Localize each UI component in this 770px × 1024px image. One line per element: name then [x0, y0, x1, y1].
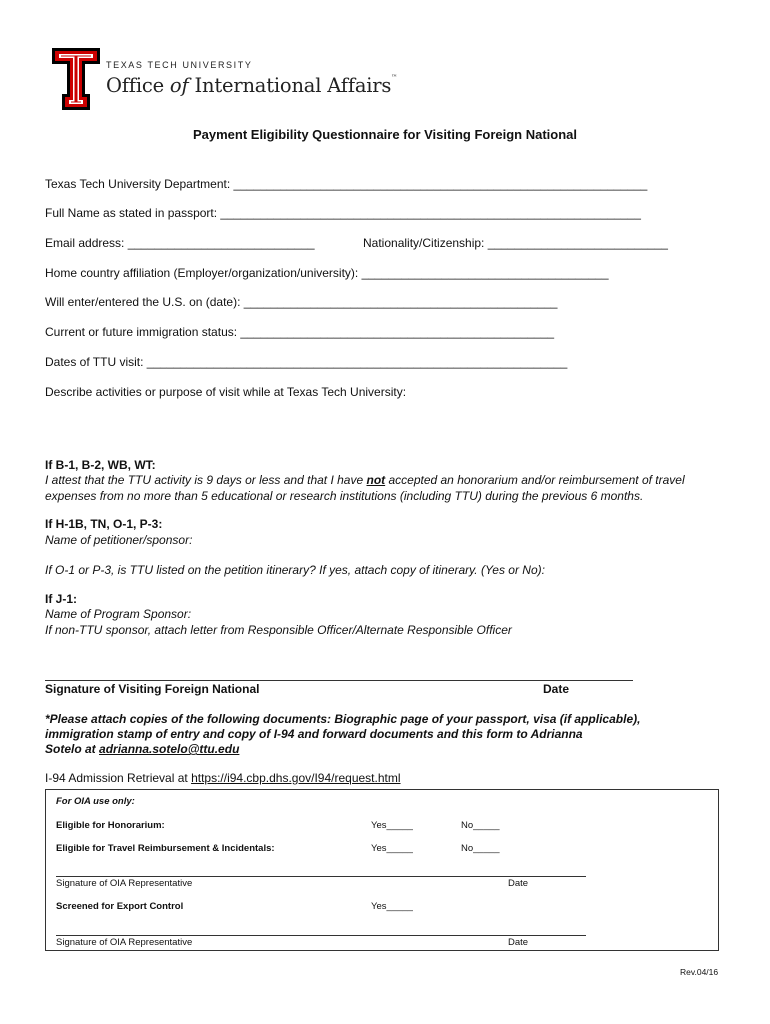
- oia-signature-line-1[interactable]: [56, 876, 586, 877]
- program-sponsor-label[interactable]: Name of Program Sponsor:: [45, 607, 192, 621]
- university-name: TEXAS TECH UNIVERSITY: [106, 60, 253, 70]
- i94-url-link[interactable]: https://i94.cbp.dhs.gov/I94/request.html: [191, 771, 401, 785]
- travel-reimbursement-label: Eligible for Travel Reimbursement & Incidentals:: [56, 843, 275, 854]
- ttu-double-t-logo: [52, 48, 100, 110]
- immigration-status-field[interactable]: Current or future immigration status: _______________________________________________: [45, 325, 555, 339]
- department-field[interactable]: Texas Tech University Department: ______________________________________________________________: [45, 177, 648, 191]
- oia-use-only-box: [45, 789, 719, 951]
- i94-label: I-94 Admission Retrieval at: [45, 771, 192, 785]
- home-country-field[interactable]: Home country affiliation (Employer/organization/university): _____________________________________: [45, 266, 609, 280]
- oia-date-label-2: Date: [508, 937, 529, 948]
- travel-no[interactable]: No_____: [461, 843, 500, 854]
- visitor-signature-label: Signature of Visiting Foreign National: [45, 682, 260, 696]
- b1-line1-a: I attest that the TTU activity is 9 days or less and that I have: [45, 473, 367, 487]
- revision-label: Rev.04/16: [680, 967, 719, 977]
- office-prefix: Office: [106, 74, 170, 97]
- honorarium-yes[interactable]: Yes_____: [371, 820, 413, 831]
- export-control-label: Screened for Export Control: [56, 901, 184, 912]
- oia-rep-signature-label-1: Signature of OIA Representative: [56, 878, 193, 889]
- visitor-date-label: Date: [543, 682, 570, 696]
- j1-heading: If J-1:: [45, 592, 78, 606]
- describe-activities-area[interactable]: [45, 402, 715, 452]
- describe-activities-label: Describe activities or purpose of visit while at Texas Tech University:: [45, 385, 407, 399]
- entry-date-field[interactable]: Will enter/entered the U.S. on (date): _______________________________________________: [45, 295, 558, 309]
- attach-instructions-line1: *Please attach copies of the following documents: Biographic page of your passport, visa (if applicable),: [45, 712, 641, 726]
- honorarium-no[interactable]: No_____: [461, 820, 500, 831]
- trademark: ™: [391, 74, 398, 81]
- attach-instructions-line2: immigration stamp of entry and copy of I-94 and forward documents and this form to Adrianna: [45, 727, 583, 741]
- b1-attestation-line2: expenses from no more than 5 educational or research institutions (including TTU) during the previous 6 months.: [45, 489, 644, 503]
- o1-itinerary-question[interactable]: If O-1 or P-3, is TTU listed on the petition itinerary? If yes, attach copy of itinerary. (Yes or No):: [45, 563, 545, 577]
- oia-date-label-1: Date: [508, 878, 529, 889]
- non-ttu-sponsor-note: If non-TTU sponsor, attach letter from Responsible Officer/Alternate Responsible Officer: [45, 623, 512, 637]
- export-control-yes[interactable]: Yes_____: [371, 901, 413, 912]
- h1b-heading: If H-1B, TN, O-1, P-3:: [45, 517, 163, 531]
- b1-line1-b: accepted an honorarium and/or reimbursement of travel: [385, 473, 685, 487]
- i94-retrieval: [45, 771, 401, 785]
- oia-signature-line-2[interactable]: [56, 935, 586, 936]
- oia-rep-signature-label-2: Signature of OIA Representative: [56, 937, 193, 948]
- b1-heading: If B-1, B-2, WB, WT:: [45, 458, 156, 472]
- b1-not-emphasis: not: [366, 473, 386, 487]
- full-name-field[interactable]: Full Name as stated in passport: _______________________________________________________________: [45, 206, 641, 220]
- contact-email-link[interactable]: adrianna.sotelo@ttu.edu: [99, 742, 240, 756]
- office-name: [106, 74, 397, 97]
- oia-heading: For OIA use only:: [56, 796, 135, 807]
- office-suffix: International Affairs: [188, 74, 392, 97]
- honorarium-label: Eligible for Honorarium:: [56, 820, 165, 831]
- attach-line3-prefix: Sotelo at: [45, 742, 100, 756]
- office-of: of: [169, 74, 189, 97]
- form-title: Payment Eligibility Questionnaire for Visiting Foreign National: [192, 127, 578, 142]
- petitioner-sponsor-label[interactable]: Name of petitioner/sponsor:: [45, 533, 193, 547]
- travel-yes[interactable]: Yes_____: [371, 843, 413, 854]
- nationality-field[interactable]: Nationality/Citizenship: ___________________________: [363, 236, 668, 250]
- attach-instructions-line3: [45, 742, 239, 756]
- dates-visit-field[interactable]: Dates of TTU visit: _______________________________________________________________: [45, 355, 568, 369]
- b1-attestation-line1: [45, 473, 685, 487]
- visitor-signature-line[interactable]: [45, 680, 633, 681]
- email-field[interactable]: Email address: ____________________________: [45, 236, 315, 250]
